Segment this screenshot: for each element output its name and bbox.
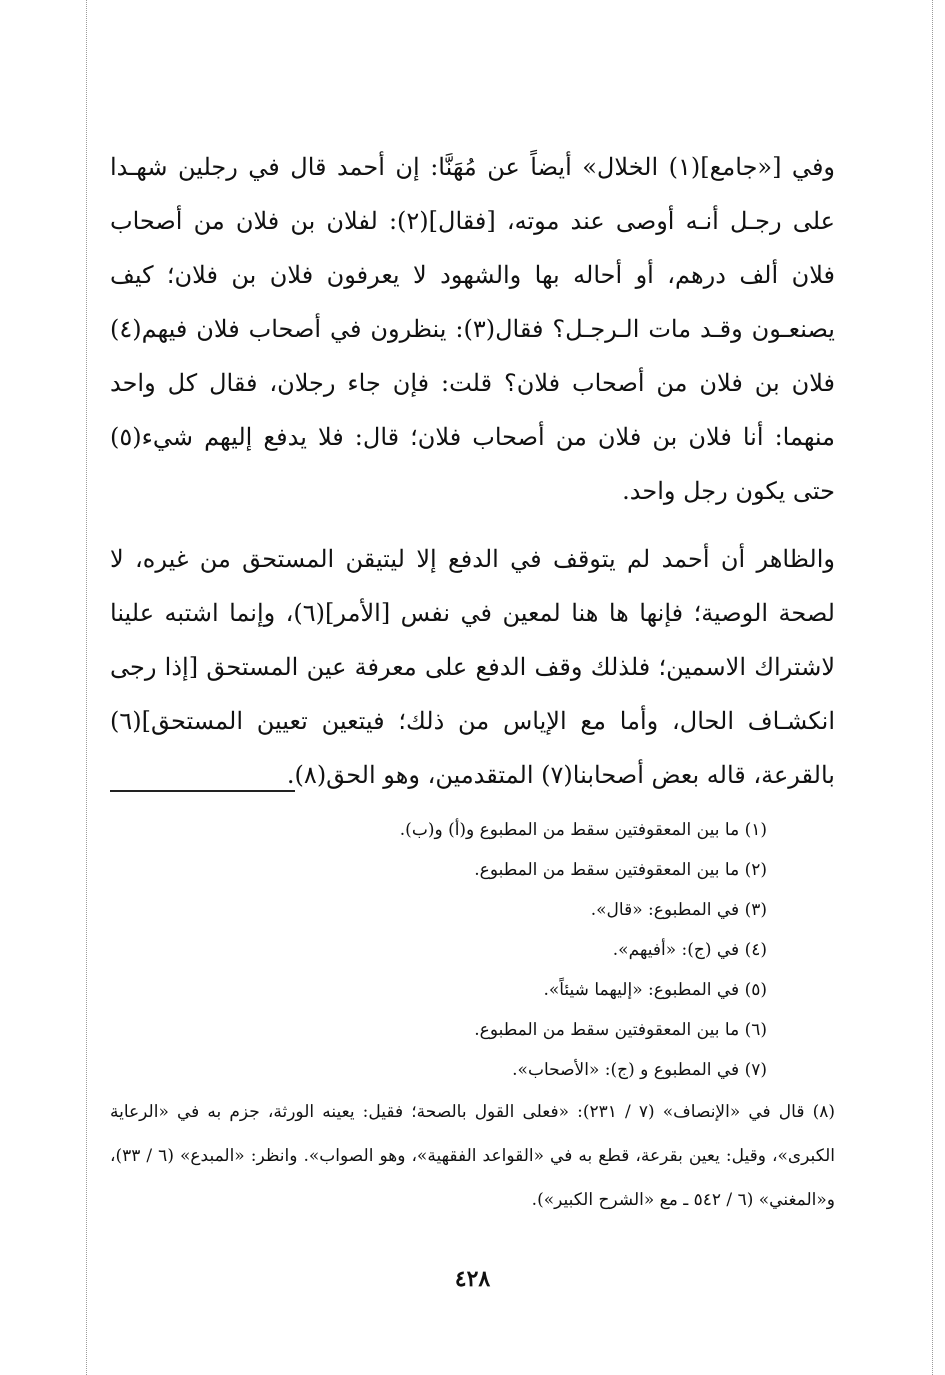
- footnote-6: (٦) ما بين المعقوفتين سقط من المطبوع.: [474, 1020, 767, 1040]
- main-text: [110, 140, 835, 802]
- footnote-4: (٤) في (ج): «أفيهم».: [612, 940, 767, 960]
- footnote-7: (٧) في المطبوع و (ج): «الأصحاب».: [512, 1060, 767, 1080]
- footnotes: [110, 810, 835, 1222]
- footnote-3: (٣) في المطبوع: «قال».: [590, 900, 767, 920]
- page-number: ٤٢٨: [454, 1266, 491, 1292]
- page-body: [110, 140, 835, 816]
- footnote-1: (١) ما بين المعقوفتين سقط من المطبوع و(أ) و(ب).: [399, 820, 767, 840]
- footnote-2: (٢) ما بين المعقوفتين سقط من المطبوع.: [474, 860, 767, 880]
- footnote-8: (٨) قال في «الإنصاف» (٧ / ٢٣١): «فعلى القول بالصحة؛ فقيل: يعينه الورثة، جزم به في «الرعاية الكبرى»، وقيل: يعين بقرعة، قطع به في «القواعد الفقهية»، وهو الصواب». وانظر: «المبدع» (٦ / ٣٣)، و«المغني» (٦ / ٥٤٢ ـ مع «الشرح الكبير»).: [110, 1102, 835, 1210]
- scan-border-right: [932, 0, 933, 1375]
- scan-border-left: [86, 0, 87, 1375]
- footnote-5: (٥) في المطبوع: «إليهما شيئاً».: [543, 980, 767, 1000]
- footnote-divider: [110, 790, 295, 792]
- paragraph-1: وفي [«جامع](١) الخلال» أيضاً عن مُهَنَّا: إن أحمد قال في رجلين شهـدا على رجـل أنـه أوصى عند موته، [فقال](٢): لفلان بن فلان من أصحاب فلان ألف درهم، أو أحاله بها والشهود لا يعرفون فلان بن فلان؛ كيف يصنعـون وقـد مات الـرجـل؟ فقال(٣): ينظرون في أصحاب فلان فيهم(٤) فلان بن فلان من أصحاب فلان؟ قلت: فإن جاء رجلان، فقال كل واحد منهما: أنا فلان بن فلان من أصحاب فلان؛ قال: فلا يدفع إليهم شيء(٥) حتى يكون رجل واحد.: [110, 153, 836, 505]
- paragraph-2: والظاهر أن أحمد لم يتوقف في الدفع إلا ليتيقن المستحق من غيره، لا لصحة الوصية؛ فإنها ها هنا لمعين في نفس [الأمر](٦)، وإنما اشتبه علينا لاشتراك الاسمين؛ فلذلك وقف الدفع على معرفة عين المستحق [إذا رجى انكشـاف الحال، وأما مع الإياس من ذلك؛ فيتعين تعيين المستحق](٦) بالقرعة، قاله بعض أصحابنا(٧) المتقدمين، وهو الحق(٨).: [110, 545, 835, 789]
